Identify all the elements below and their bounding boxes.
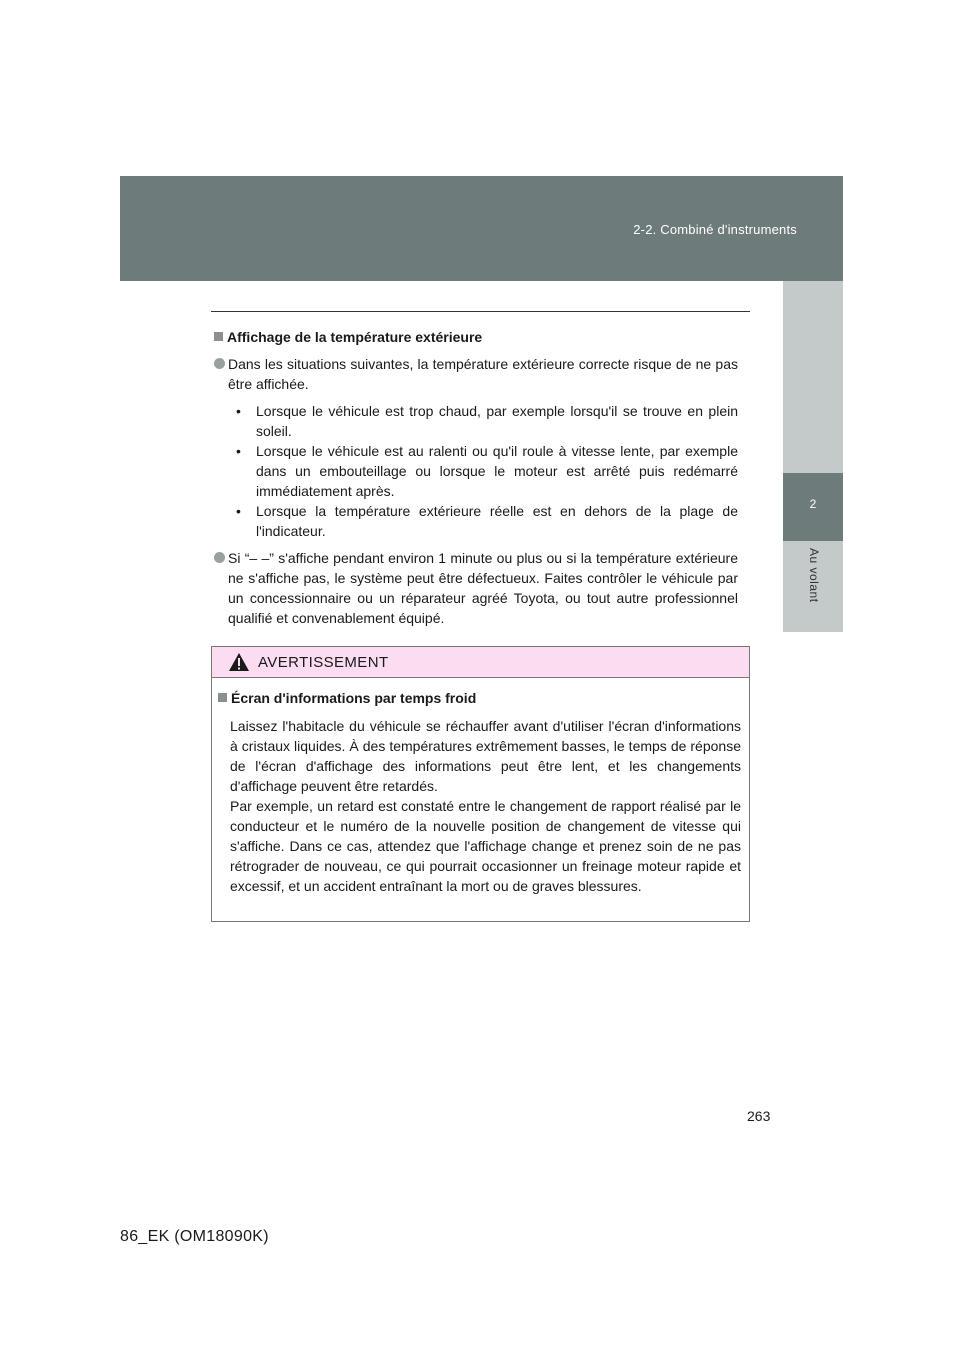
round-bullet-icon (214, 358, 225, 369)
chapter-label: Au volant (807, 548, 821, 603)
bullet-text: Si “– –” s'affiche pendant environ 1 minute ou plus ou si la température extérieure ne s'affiche pas, le système peut être défectueux. Faites contrôler le véhicule par un concessionnaire ou un réparateur agréé Toyota, ou tout autre professionnel qualifié et convenablement équipé. (228, 550, 738, 626)
section-title: 2-2. Combiné d'instruments (633, 222, 797, 237)
bullet-paragraph (214, 548, 738, 628)
list-item: • Lorsque le véhicule est au ralenti ou qu'il roule à vitesse lente, par exemple dans un embouteillage ou lorsque le moteur est arrêté puis redémarré immédiatement après. (236, 443, 738, 499)
header-band (120, 176, 843, 281)
page-number: 263 (747, 1108, 771, 1124)
warning-heading: Écran d'informations par temps froid (218, 688, 741, 708)
bullet-paragraph (214, 354, 738, 394)
warning-body (212, 678, 749, 896)
section-heading (214, 327, 738, 347)
side-tab-number (783, 473, 843, 541)
warning-triangle-icon (228, 652, 250, 672)
side-tab-upper (783, 281, 843, 473)
bullet-text: Dans les situations suivantes, la température extérieure correcte risque de ne pas être affichée. (228, 356, 738, 392)
warning-title: AVERTISSEMENT (258, 653, 389, 671)
main-content (214, 327, 738, 628)
warning-header (212, 647, 749, 678)
square-bullet-icon (214, 332, 223, 341)
square-bullet-icon (218, 693, 227, 702)
warning-paragraph: Laissez l'habitacle du véhicule se réchauffer avant d'utiliser l'écran d'informations à cristaux liquides. À des températures extrêmement basses, le temps de réponse de l'écran d'affichage des informations peut être lent, et les changements d'affichage peuvent être retardés. (230, 718, 741, 794)
list-item: • Lorsque la température extérieure réelle est en dehors de la plage de l'indicateur. (236, 503, 738, 539)
warning-box (211, 646, 750, 922)
list-item: • Lorsque le véhicule est trop chaud, par exemple lorsqu'il se trouve en plein soleil. (236, 403, 738, 439)
section-divider (211, 311, 750, 312)
section-heading-text: Affichage de la température extérieure (227, 329, 483, 345)
chapter-number: 2 (809, 497, 817, 511)
warning-paragraph: Par exemple, un retard est constaté entre le changement de rapport réalisé par le conducteur et le numéro de la nouvelle position de changement de vitesse qui s'affiche. Dans ce cas, attendez que l'affichage change et prenez soin de ne pas rétrograder de nouveau, ce qui pourrait occasionner un freinage moteur rapide et excessif, et un accident entraînant la mort ou de graves blessures. (230, 798, 741, 894)
sub-bullet-list (214, 401, 738, 541)
round-bullet-icon (214, 552, 225, 563)
document-id: 86_EK (OM18090K) (120, 1228, 269, 1245)
